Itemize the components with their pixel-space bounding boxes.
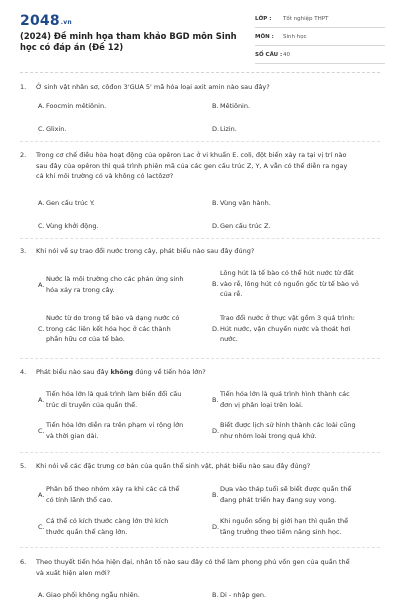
question-text — [36, 367, 381, 378]
option-line: vào rễ, lông hút có nguồn gốc từ tế bào vỏ — [220, 279, 359, 288]
question-line: cả khi môi trường có và không có lactôzơ? — [36, 172, 174, 180]
option-letter: D. — [212, 325, 220, 333]
option-line: Tiến hóa lớn là quá trình làm biến đổi cấu — [46, 390, 182, 398]
option-line: Khi nguồn sống bị giới hạn thì quần thể — [220, 517, 349, 525]
option-letter: D. — [212, 523, 220, 531]
option-line: tăng trưởng theo tiềm năng sinh học. — [220, 527, 342, 536]
option-letter: B. — [212, 491, 219, 499]
question-number: 6. — [20, 558, 27, 566]
site-logo[interactable] — [20, 13, 72, 29]
meta-row-subject — [255, 31, 385, 46]
option-text: Vùng khởi động. — [46, 222, 99, 230]
option-text — [220, 389, 350, 410]
option-text: Giao phối không ngẫu nhiên. — [46, 591, 140, 599]
option-line: Cá thể có kích thước càng lớn thì kích — [46, 517, 169, 525]
header — [0, 0, 400, 60]
question-number: 1. — [20, 83, 27, 91]
question-number: 2. — [20, 151, 27, 159]
question-divider — [20, 358, 380, 359]
option-line: đang phát triển hay đang suy vong. — [220, 495, 337, 504]
option-line: trúc di truyền của quần thể. — [46, 400, 138, 409]
option-letter: B. — [212, 199, 219, 207]
option-text — [46, 274, 183, 295]
question-text: Khi nói về các đặc trưng cơ bản của quần thể sinh vật, phát biểu nào sau đây đúng? — [36, 462, 311, 470]
option-letter: B. — [212, 280, 219, 288]
option-line: Nước từ do trong tế bào và dạng nước có — [46, 314, 180, 322]
option-text: Lizin. — [220, 125, 237, 133]
question-text-part: đúng về tiến hóa lớn? — [133, 368, 206, 376]
option-text: Vùng vận hành. — [220, 199, 271, 207]
option-letter: B. — [212, 396, 219, 404]
meta-label: MÔN : — [255, 34, 274, 40]
option-line: Tiến hóa lớn diễn ra trên phạm vi rộng lớn — [46, 421, 184, 429]
option-line: Nước là môi trường cho các phản ứng sinh — [46, 275, 184, 283]
question-divider — [20, 452, 380, 453]
question-number: 4. — [20, 368, 27, 376]
option-letter: A. — [38, 396, 45, 404]
meta-row-count — [255, 49, 385, 64]
option-line: nước. — [220, 335, 238, 343]
option-letter: C. — [38, 222, 45, 230]
meta-label: SỐ CÂU : — [255, 52, 283, 58]
option-line: Phân bố theo nhóm xảy ra khi các cá thể — [46, 485, 180, 493]
option-text: Glixin. — [46, 125, 67, 133]
meta-value: Tốt nghiệp THPT — [283, 16, 329, 22]
option-text — [220, 268, 359, 300]
header-divider — [20, 72, 380, 73]
option-line: Tiến hóa lớn là quá trình hình thành các — [220, 390, 350, 398]
option-letter: A. — [38, 591, 45, 599]
question-line: và xuất hiện alen mới? — [36, 568, 111, 577]
option-text: Di - nhập gen. — [220, 591, 267, 599]
option-line: trong các liên kết hóa học ở các thành — [46, 324, 171, 333]
question-line: Trong cơ chế điều hòa hoạt động của opêron Lac ở vi khuẩn E. coli, đột biến xảy ra tại vị trí nào — [36, 151, 347, 159]
question-text-part: Phát biểu nào sau đây — [36, 368, 111, 376]
option-text — [220, 516, 348, 537]
option-text: Gen cấu trúc Y. — [46, 199, 95, 207]
meta-row-class — [255, 13, 385, 28]
option-text — [220, 420, 356, 441]
question-text — [36, 557, 381, 578]
question-divider — [20, 238, 380, 239]
option-letter: A. — [38, 281, 45, 289]
option-line: Trao đổi nước ở thực vật gồm 3 quá trình: — [220, 314, 355, 322]
question-divider — [20, 547, 380, 548]
option-letter: B. — [212, 591, 219, 599]
option-text: Gen cấu trúc Z. — [220, 222, 271, 230]
option-line: thước quần thể càng lớn. — [46, 527, 128, 536]
logo-text: 2048 — [20, 13, 60, 29]
meta-label: LỚP : — [255, 16, 272, 22]
meta-value: 40 — [283, 52, 290, 58]
option-text: Foocmin mêtiônin. — [46, 102, 107, 110]
option-line: đơn vị phân loại trên loài. — [220, 400, 303, 409]
option-letter: C. — [38, 125, 45, 133]
option-line: có tính lãnh thổ cao. — [46, 495, 113, 504]
option-text — [220, 313, 355, 345]
question-number: 5. — [20, 462, 27, 470]
meta-value: Sinh học — [283, 34, 307, 40]
exam-meta — [255, 13, 385, 67]
option-text — [46, 313, 179, 345]
option-letter: C. — [38, 523, 45, 531]
logo-suffix: .vn — [60, 19, 72, 26]
option-letter: D. — [212, 222, 220, 230]
option-letter: D. — [212, 125, 220, 133]
option-text — [46, 389, 181, 410]
option-text — [46, 516, 168, 537]
option-letter: C. — [38, 427, 45, 435]
option-line: như nhóm loài trong quá khứ. — [220, 431, 317, 440]
option-letter: C. — [38, 325, 45, 333]
option-text: Mêtiônin. — [220, 102, 251, 110]
question-keyword: không — [110, 368, 134, 376]
option-line: và thời gian dài. — [46, 431, 99, 440]
question-line: sau đây của opêron thì quá trình phiên mã của các gen cấu trúc Z, Y, A vẫn có thể diễn ra ngay — [36, 161, 348, 170]
option-letter: D. — [212, 427, 220, 435]
question-text — [36, 150, 381, 182]
question-divider — [20, 141, 380, 142]
option-line: Hút nước, vận chuyển nước và thoát hơi — [220, 324, 351, 333]
question-text: Khi nói về sự trao đổi nước trong cây, phát biểu nào sau đây đúng? — [36, 247, 255, 255]
option-line: Lông hút là tế bào có thể hút nước từ đất — [220, 269, 354, 277]
option-letter: B. — [212, 102, 219, 110]
question-number: 3. — [20, 247, 27, 255]
option-line: của rễ. — [220, 290, 243, 298]
question-line: Theo thuyết tiến hóa hiện đại, nhân tố nào sau đây có thể làm phong phú vốn gen của quần thể — [36, 558, 350, 566]
option-line: phần hữu cơ của tế bào. — [46, 335, 125, 343]
page-title: (2024) Đề minh họa tham khảo BGD môn Sinh học có đáp án (Đề 12) — [20, 31, 237, 52]
option-line: hóa xảy ra trong cây. — [46, 285, 115, 294]
option-line: Biết được lịch sử hình thành các loài cũng — [220, 421, 356, 429]
option-letter: A. — [38, 102, 45, 110]
option-line: Dựa vào tháp tuổi sẽ biết được quần thể — [220, 485, 352, 493]
option-letter: A. — [38, 491, 45, 499]
option-text — [220, 484, 351, 505]
option-letter: A. — [38, 199, 45, 207]
question-text: Ở sinh vật nhân sơ, côđon 3'GUA 5' mã hóa loại axit amin nào sau đây? — [36, 83, 270, 91]
option-text — [46, 420, 183, 441]
option-text — [46, 484, 179, 505]
